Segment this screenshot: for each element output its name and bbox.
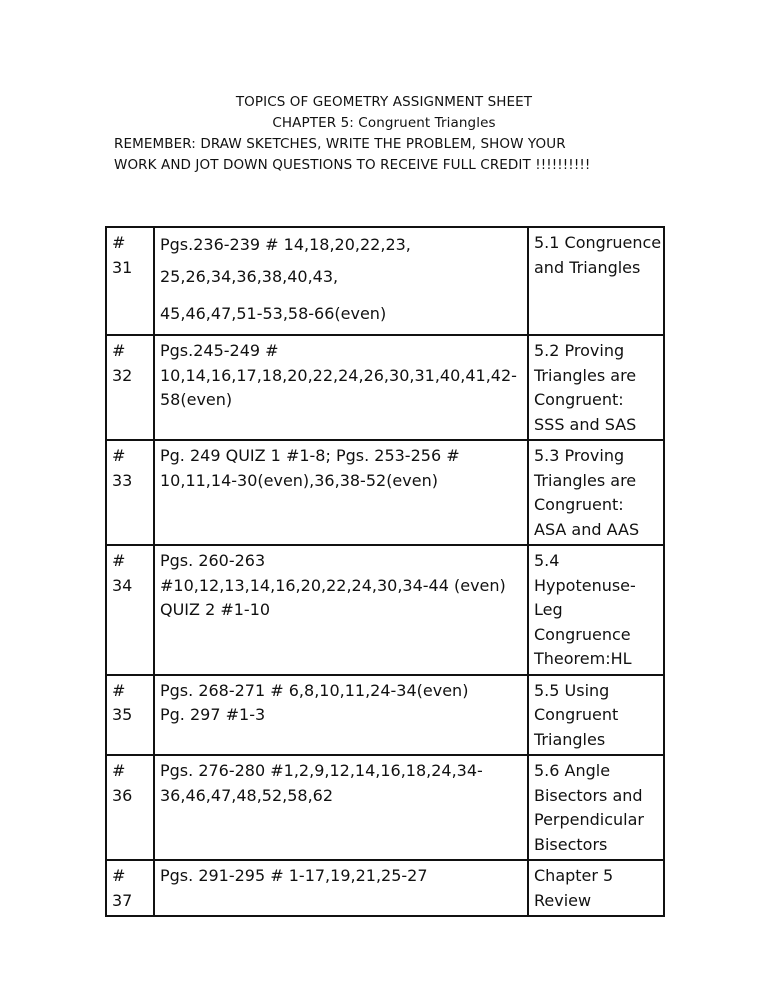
assignment-number: 32 [112,365,133,385]
number-symbol: # [112,341,126,360]
topic-line: and Triangles [534,257,641,277]
assignment-pages-cell [154,440,528,545]
topic-line: Congruent: [534,495,624,514]
topic-line: Review [534,890,592,910]
assignment-number: 31 [112,257,133,277]
pages-line: 58(even) [160,390,233,409]
assignment-number: 37 [112,890,133,910]
topic-line: Theorem:HL [534,649,632,668]
topic-line: SSS and SAS [534,414,637,434]
table-row [106,227,664,335]
topic-line: 5.2 Proving [534,341,625,360]
pages-line: Pg. 249 QUIZ 1 #1-8; Pgs. 253-256 # [160,446,460,465]
assignment-table [105,226,665,917]
topic-line: Congruent: [534,390,624,409]
topic-line: 5.4 [534,551,560,570]
instructions-line-1: REMEMBER: DRAW SKETCHES, WRITE THE PROBLEM, SHOW YOUR [114,136,566,152]
topic-line: Bisectors [534,834,608,854]
assignment-topic-cell [528,755,664,860]
assignment-pages-cell [154,545,528,675]
assignment-number-cell [106,227,154,335]
assignment-number: 35 [112,705,133,724]
assignment-topic-cell [528,440,664,545]
assignment-number-cell [106,755,154,860]
assignment-number-cell [106,860,154,916]
pages-line: Pgs. 268-271 # 6,8,10,11,24-34(even) [160,680,469,700]
number-symbol: # [112,761,126,780]
pages-line: Pgs. 260-263 [160,551,266,570]
assignment-topic-cell [528,545,664,675]
assignment-pages-cell [154,860,528,916]
table-row [106,755,664,860]
pages-line: Pgs.245-249 # [160,341,279,360]
assignment-number-cell [106,335,154,440]
table-row [106,675,664,756]
topic-line: Congruence [534,624,631,644]
pages-line: 36,46,47,48,52,58,62 [160,785,334,805]
pages-line: #10,12,13,14,16,20,22,24,30,34-44 (even) [160,575,506,595]
assignment-number: 36 [112,785,133,805]
assignment-pages-cell [154,755,528,860]
number-symbol: # [112,446,126,465]
assignment-number: 33 [112,470,133,490]
topic-line: 5.1 Congruence [534,233,662,252]
pages-line: QUIZ 2 #1-10 [160,600,271,619]
chapter-title: CHAPTER 5: Congruent Triangles [272,115,496,131]
table-row [106,545,664,675]
table-row [106,335,664,440]
pages-line: 25,26,34,36,38,40,43, [160,267,339,286]
assignment-pages-cell [154,227,528,335]
topic-line: Congruent [534,705,619,724]
pages-line: 10,14,16,17,18,20,22,24,26,30,31,40,41,42- [160,365,517,385]
topic-line: Hypotenuse- [534,575,636,595]
assignment-topic-cell [528,860,664,916]
number-symbol: # [112,551,126,570]
topic-line: Perpendicular [534,810,645,829]
assignment-pages-cell [154,675,528,756]
topic-line: 5.3 Proving [534,446,625,465]
document-title: TOPICS OF GEOMETRY ASSIGNMENT SHEET [235,94,533,110]
assignment-number: 34 [112,575,133,595]
pages-line: 10,11,14-30(even),36,38-52(even) [160,470,438,490]
topic-line: Triangles [534,729,606,749]
assignment-topic-cell [528,227,664,335]
instructions-line-2: WORK AND JOT DOWN QUESTIONS TO RECEIVE FULL CREDIT !!!!!!!!!! [114,157,591,173]
table-row [106,440,664,545]
topic-line: Leg [534,600,563,619]
pages-line: Pgs.236-239 # 14,18,20,22,23, [160,235,411,254]
document-header [0,92,768,176]
assignment-pages-cell [154,335,528,440]
topic-line: ASA and AAS [534,519,640,539]
topic-line: Bisectors and [534,785,643,805]
topic-line: Triangles are [534,365,637,385]
pages-line: 45,46,47,51-53,58-66(even) [160,303,387,323]
pages-line: Pgs. 291-295 # 1-17,19,21,25-27 [160,866,428,885]
assignment-number-cell [106,545,154,675]
topic-line: Triangles are [534,470,637,490]
assignment-number-cell [106,440,154,545]
pages-line: Pgs. 276-280 #1,2,9,12,14,16,18,24,34- [160,761,483,780]
table-row [106,860,664,916]
topic-line: Chapter 5 [534,866,614,885]
number-symbol: # [112,680,126,700]
pages-line: Pg. 297 #1-3 [160,705,266,724]
topic-line: 5.6 Angle [534,761,611,780]
assignment-topic-cell [528,335,664,440]
assignment-topic-cell [528,675,664,756]
number-symbol: # [112,866,126,885]
assignment-number-cell [106,675,154,756]
number-symbol: # [112,233,126,252]
topic-line: 5.5 Using [534,680,610,700]
